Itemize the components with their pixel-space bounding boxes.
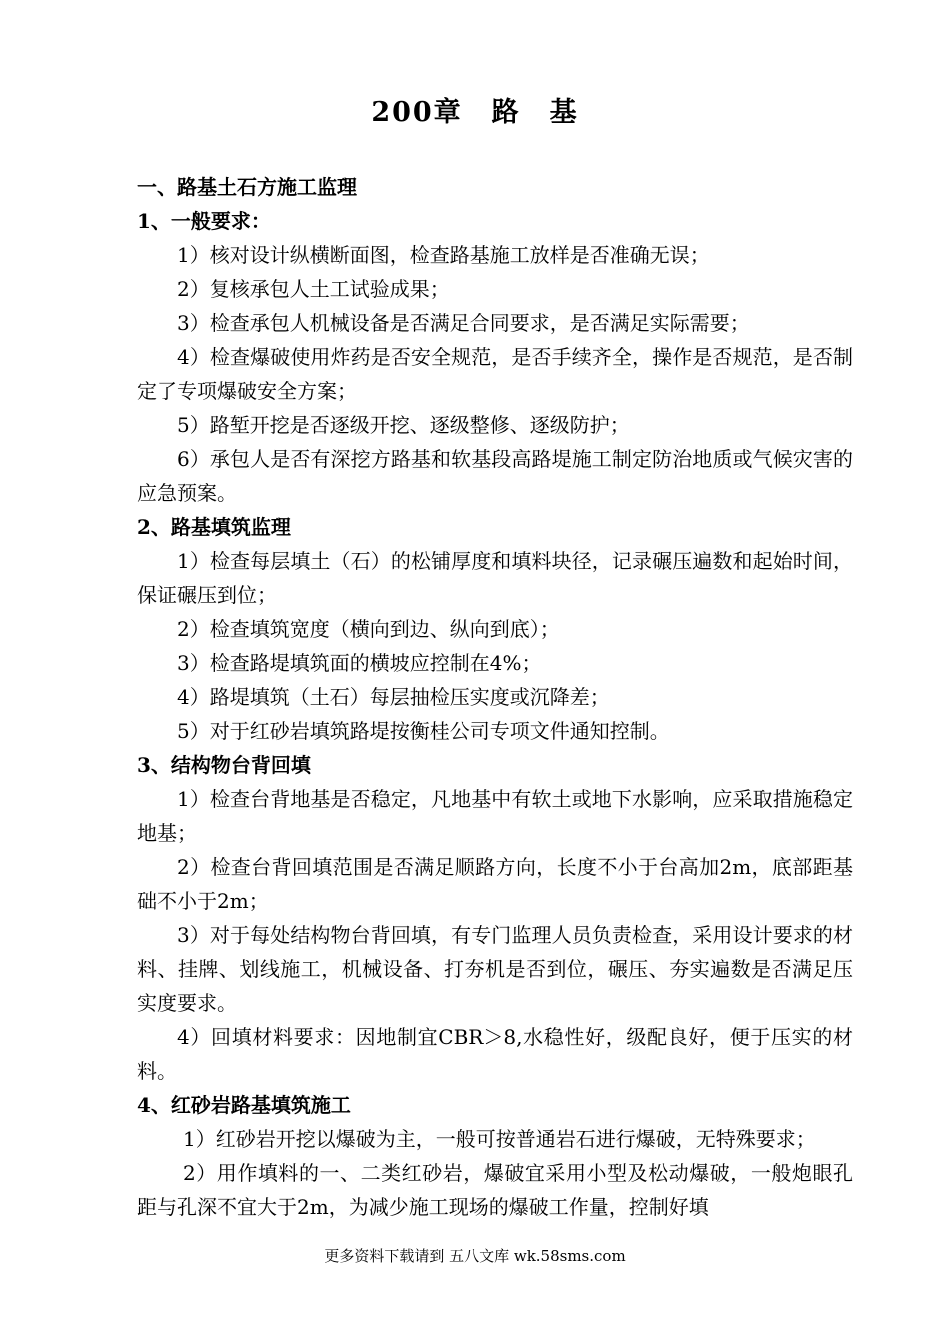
list-item: 5）路堑开挖是否逐级开挖、逐级整修、逐级防护； xyxy=(177,413,630,437)
list-item: 1）核对设计纵横断面图，检查路基施工放样是否准确无误； xyxy=(177,243,710,267)
list-item: 1）红砂岩开挖以爆破为主，一般可按普通岩石进行爆破，无特殊要求； xyxy=(183,1127,816,1151)
list-item: 1）检查台背地基是否稳定，凡地基中有软土或地下水影响，应采取措施稳定地基； xyxy=(137,787,853,845)
list-item: 4）路堤填筑（土石）每层抽检压实度或沉降差； xyxy=(177,685,610,709)
list-item: 2）复核承包人土工试验成果； xyxy=(177,277,450,301)
list-item: 3）检查路堤填筑面的横坡应控制在4%； xyxy=(177,651,542,675)
list-item: 4）检查爆破使用炸药是否安全规范，是否手续齐全，操作是否规范，是否制定了专项爆破安全方案； xyxy=(137,345,853,403)
footer-note: 更多资料下载请到 五八文库 wk.58sms.com xyxy=(324,1247,626,1265)
subsection-heading-abutment-backfill: 3、结构物台背回填 xyxy=(137,753,311,777)
list-item: 4）回填材料要求：因地制宜CBR＞8,水稳性好，级配良好，便于压实的材料。 xyxy=(137,1025,853,1083)
list-item: 5）对于红砂岩填筑路堤按衡桂公司专项文件通知控制。 xyxy=(177,719,670,743)
section-heading: 一、路基土石方施工监理 xyxy=(137,175,357,199)
list-item: 1）检查每层填土（石）的松铺厚度和填料块径，记录碾压遍数和起始时间，保证碾压到位； xyxy=(137,549,853,607)
subsection-heading-red-sandstone: 4、红砂岩路基填筑施工 xyxy=(137,1093,351,1117)
page-title: 200章 路 基 xyxy=(371,97,579,128)
subsection-heading-fill-supervision: 2、路基填筑监理 xyxy=(137,515,291,539)
document-body xyxy=(137,170,853,1224)
list-item: 3）检查承包人机械设备是否满足合同要求，是否满足实际需要； xyxy=(177,311,750,335)
list-item: 6）承包人是否有深挖方路基和软基段高路堤施工制定防治地质或气候灾害的应急预案。 xyxy=(137,447,853,505)
list-item: 2）用作填料的一、二类红砂岩，爆破宜采用小型及松动爆破，一般炮眼孔距与孔深不宜大于2m，为减少施工现场的爆破工作量，控制好填 xyxy=(137,1161,853,1219)
list-item: 2）检查台背回填范围是否满足顺路方向，长度不小于台高加2m，底部距基础不小于2m； xyxy=(137,855,853,913)
subsection-heading-general-requirements: 1、一般要求： xyxy=(137,209,271,233)
list-item: 3）对于每处结构物台背回填，有专门监理人员负责检查，采用设计要求的材料、挂牌、划线施工，机械设备、打夯机是否到位，碾压、夯实遍数是否满足压实度要求。 xyxy=(137,923,853,1015)
list-item: 2）检查填筑宽度（横向到边、纵向到底）； xyxy=(177,617,560,641)
